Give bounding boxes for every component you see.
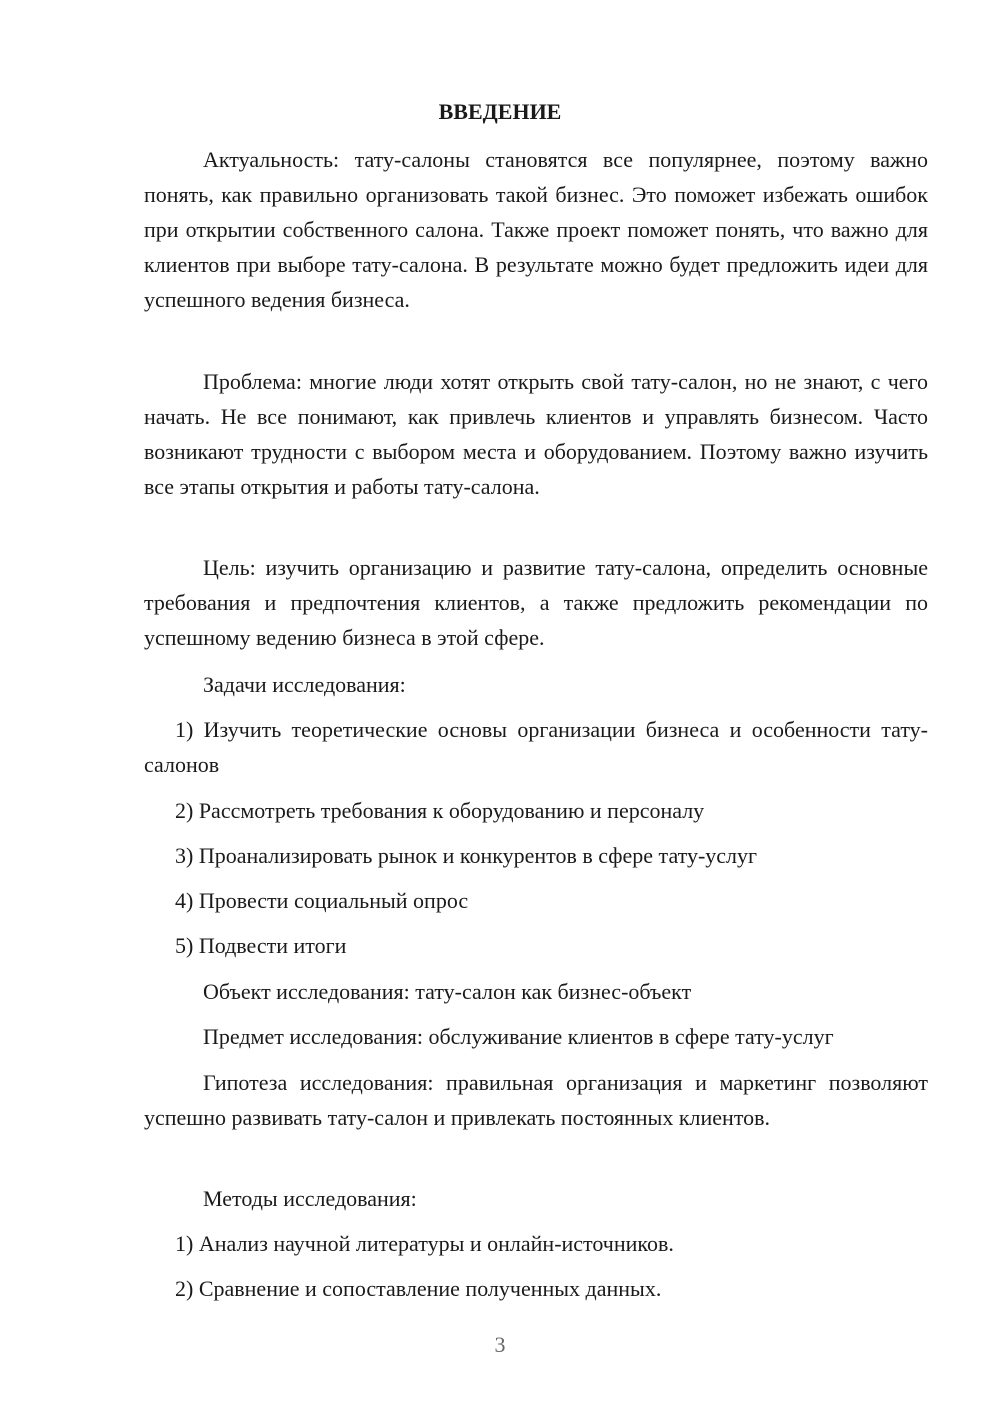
tasks-title: Задачи исследования: <box>203 672 406 697</box>
research-object: Объект исследования: тату-салон как бизнес-объект <box>203 979 692 1004</box>
method-item-2: 2) Сравнение и сопоставление полученных данных. <box>175 1276 662 1301</box>
paragraph-problem: Проблема: многие люди хотят открыть свой тату-салон, но не знают, с чего начать. Не все понимают, как привлечь клиентов и управлять бизнесом. Часто возникают трудности с выбором места и оборудованием. Поэтому важно изучить все этапы открытия и работы тату-салона. <box>144 369 928 499</box>
page-number: 3 <box>494 1332 506 1357</box>
task-item-3: 3) Проанализировать рынок и конкурентов в сфере тату-услуг <box>175 843 758 868</box>
paragraph-goal: Цель: изучить организацию и развитие тату-салона, определить основные требования и предпочтения клиентов, а также предложить рекомендации по успешному ведению бизнеса в этой сфере. <box>144 555 928 650</box>
research-subject: Предмет исследования: обслуживание клиентов в сфере тату-услуг <box>203 1024 834 1049</box>
section-heading: ВВЕДЕНИЕ <box>438 99 562 124</box>
task-item-4: 4) Провести социальный опрос <box>175 888 469 913</box>
task-item-1: 1) Изучить теоретические основы организации бизнеса и особенности тату-салонов <box>144 717 928 777</box>
task-item-2: 2) Рассмотреть требования к оборудованию и персоналу <box>175 798 705 823</box>
method-item-1: 1) Анализ научной литературы и онлайн-источников. <box>175 1231 674 1256</box>
methods-title: Методы исследования: <box>203 1186 417 1211</box>
paragraph-hypothesis: Гипотеза исследования: правильная организация и маркетинг позволяют успешно развивать тату-салон и привлекать постоянных клиентов. <box>144 1070 928 1130</box>
paragraph-relevance: Актуальность: тату-салоны становятся все популярнее, поэтому важно понять, как правильно организовать такой бизнес. Это поможет избежать ошибок при открытии собственного салона. Также проект поможет понять, что важно для клиентов при выборе тату-салона. В результате можно будет предложить идеи для успешного ведения бизнеса. <box>144 147 928 312</box>
task-item-5: 5) Подвести итоги <box>175 933 347 958</box>
